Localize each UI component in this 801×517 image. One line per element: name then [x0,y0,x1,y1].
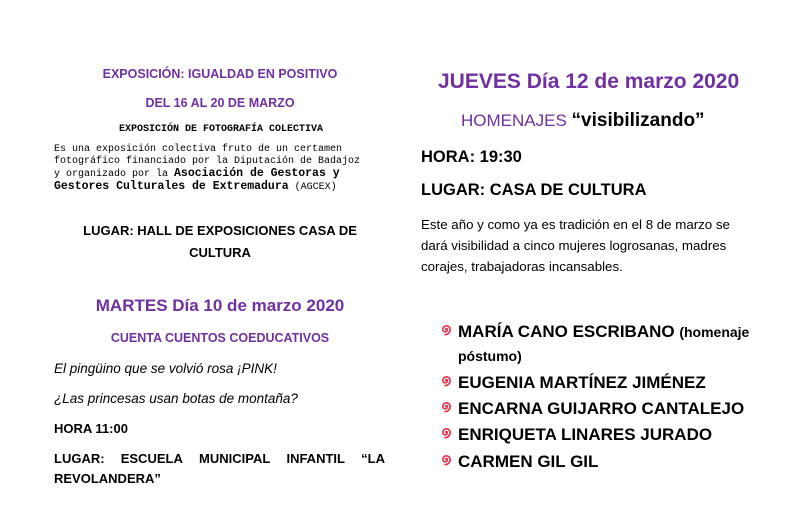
homenajes-quote: “visibilizando” [571,110,705,131]
exhibition-desc-line: fotográfico financiado por la Diputación de Badajoz [54,156,361,167]
honoree-entry [458,320,749,368]
event-hour: HORA: 19:30 [421,148,522,166]
event-desc-line: dará visibilidad a cinco mujeres logrosanas, madres [421,238,727,253]
list-item [440,397,744,421]
event-desc-line: corajes, trabajadoras incansables. [421,259,623,274]
spiral-bullet-icon [440,323,453,336]
exhibition-dates: DEL 16 AL 20 DE MARZO [145,96,295,110]
homenajes-heading [461,110,705,132]
place-word: INFANTIL [286,451,345,466]
story-place-line [54,449,385,469]
honoree-name: EUGENIA MARTÍNEZ JIMÉNEZ [458,373,706,392]
martes-title: MARTES Día 10 de marzo 2020 [95,296,345,315]
exhibition-subtitle: EXPOSICIÓN DE FOTOGRAFÍA COLECTIVA [118,124,324,135]
homenajes-label: HOMENAJES [461,111,567,130]
spiral-bullet-icon [440,453,453,466]
exhibition-desc-line: Es una exposición colectiva fruto de un certamen [54,144,343,155]
honoree-name: ENRIQUETA LINARES JURADO [458,425,713,444]
jueves-title: JUEVES Día 12 de marzo 2020 [438,70,740,93]
spiral-bullet-icon [440,400,453,413]
exhibition-description [54,144,360,194]
spiral-bullet-icon [440,374,453,387]
story-place-line: REVOLANDERA” [54,471,161,486]
list-item [440,320,749,368]
place-word: ESCUELA [120,451,183,466]
story-title: El pingüino que se volvió rosa ¡PINK! [54,361,277,376]
association-name-cont: Gestores Culturales de Extremadura [54,180,289,193]
spiral-bullet-icon [440,426,453,439]
exhibition-title: EXPOSICIÓN: IGUALDAD EN POSITIVO [102,67,338,81]
association-name: Asociación de Gestoras y [174,167,340,180]
desc-text: y organizado por la [54,169,175,180]
story-place [54,449,385,489]
honoree-name: ENCARNA GUIJARRO CANTALEJO [458,399,745,418]
honoree-note: póstumo) [458,348,522,364]
event-place: LUGAR: CASA DE CULTURA [421,181,647,199]
association-acronym: (AGCEX) [288,182,337,193]
exhibition-place-line: LUGAR: HALL DE EXPOSICIONES CASA DE [83,223,357,238]
place-word: LUGAR: [54,451,105,466]
place-word: “LA [361,451,385,466]
exhibition-desc-line [54,181,360,194]
list-item [440,423,712,447]
story-title: ¿Las princesas usan botas de montaña? [54,391,298,406]
list-item [440,450,598,474]
exhibition-place [60,220,380,264]
honoree-name: CARMEN GIL GIL [458,452,599,471]
story-hour: HORA 11:00 [54,421,128,436]
honoree-name: MARÍA CANO ESCRIBANO [458,322,675,341]
exhibition-place-line: CULTURA [189,245,251,260]
event-description [421,214,730,277]
honoree-note: (homenaje [679,324,750,340]
list-item [440,371,706,395]
martes-subtitle: CUENTA CUENTOS COEDUCATIVOS [110,331,330,345]
place-word: MUNICIPAL [199,451,271,466]
event-desc-line: Este año y como ya es tradición en el 8 de marzo se [421,217,730,232]
